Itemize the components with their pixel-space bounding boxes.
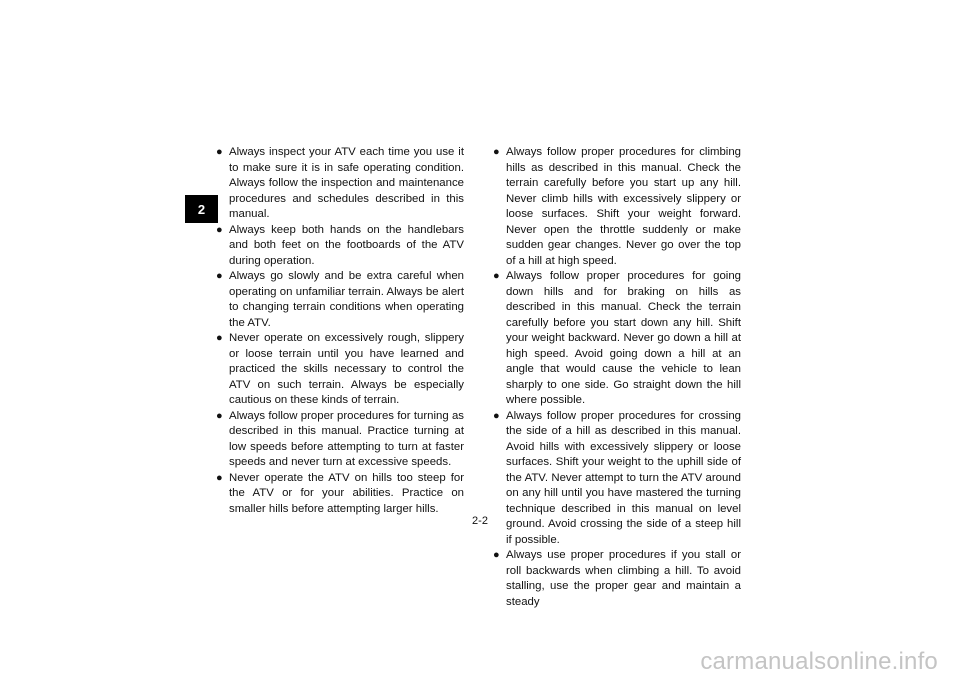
list-item [216, 223, 464, 270]
bullet-icon: ● [493, 409, 500, 422]
right-column [493, 145, 741, 610]
list-item-text: Always go slowly and be extra careful when operating on unfamiliar terrain. Always be alert to changing terrain conditions when operating the ATV. [229, 270, 464, 329]
watermark: carmanualsonline.info [700, 648, 938, 675]
chapter-tab: 2 [185, 195, 218, 223]
list-item [216, 331, 464, 409]
list-item-text: Never operate on excessively rough, slippery or loose terrain until you have learned and practiced the skills necessary to control the ATV on such terrain. Always be especially cautious on these kinds of terrain. [229, 332, 464, 406]
bullet-icon: ● [216, 332, 223, 344]
bullet-icon: ● [216, 146, 223, 158]
list-item-text: Always follow proper procedures for going down hills and for braking on hills as described in this manual. Check the terrain carefully before you start down any hill. Shift your weight backward. Never go down a hill at high speed. Avoid going down a hill at an angle that would cause the vehicle to lean sharply to one side. Go straight down the hill where possible. [506, 270, 741, 406]
list-item [216, 145, 464, 223]
list-item [493, 548, 741, 610]
list-item [216, 409, 464, 471]
bullet-icon: ● [216, 223, 223, 236]
list-item-text: Always use proper procedures if you stall or roll backwards when climbing a hill. To avoid stalling, use the proper gear and maintain a steady [506, 549, 741, 608]
list-item [493, 269, 741, 409]
bullet-icon: ● [216, 270, 223, 282]
bullet-icon: ● [216, 409, 223, 422]
page-number: 2-2 [472, 515, 488, 527]
list-item [493, 145, 741, 269]
list-item-text: Always follow proper procedures for crossing the side of a hill as described in this manual. Avoid hills with excessively slippery or loose surfaces. Shift your weight to the uphill side of the ATV. Never attempt to turn the ATV around on any hill until you have mastered the turning technique described in this manual on level ground. Avoid crossing the side of a steep hill if possible. [506, 409, 741, 546]
list-item [493, 409, 741, 549]
list-item [216, 471, 464, 518]
bullet-icon: ● [216, 471, 223, 484]
list-item-text: Always keep both hands on the handlebars and both feet on the footboards of the ATV during operation. [229, 223, 464, 267]
bullet-icon: ● [493, 549, 500, 561]
list-item [216, 269, 464, 331]
list-item-text: Always follow proper procedures for turning as described in this manual. Practice turning at low speeds before attempting to turn at faster speeds and never turn at excessive speeds. [229, 409, 464, 468]
bullet-icon: ● [493, 146, 500, 158]
bullet-icon: ● [493, 270, 500, 282]
left-column [216, 145, 464, 517]
list-item-text: Never operate the ATV on hills too steep for the ATV or for your abilities. Practice on smaller hills before attempting larger hills. [229, 471, 464, 515]
list-item-text: Always follow proper procedures for climbing hills as described in this manual. Check the terrain carefully before you start up any hill. Never climb hills with excessively slippery or loose surfaces. Shift your weight forward. Never open the throttle suddenly or make sudden gear changes. Never go over the top of a hill at high speed. [506, 146, 741, 267]
list-item-text: Always inspect your ATV each time you use it to make sure it is in safe operating condition. Always follow the inspection and maintenance procedures and schedules described in this manual. [229, 146, 464, 220]
